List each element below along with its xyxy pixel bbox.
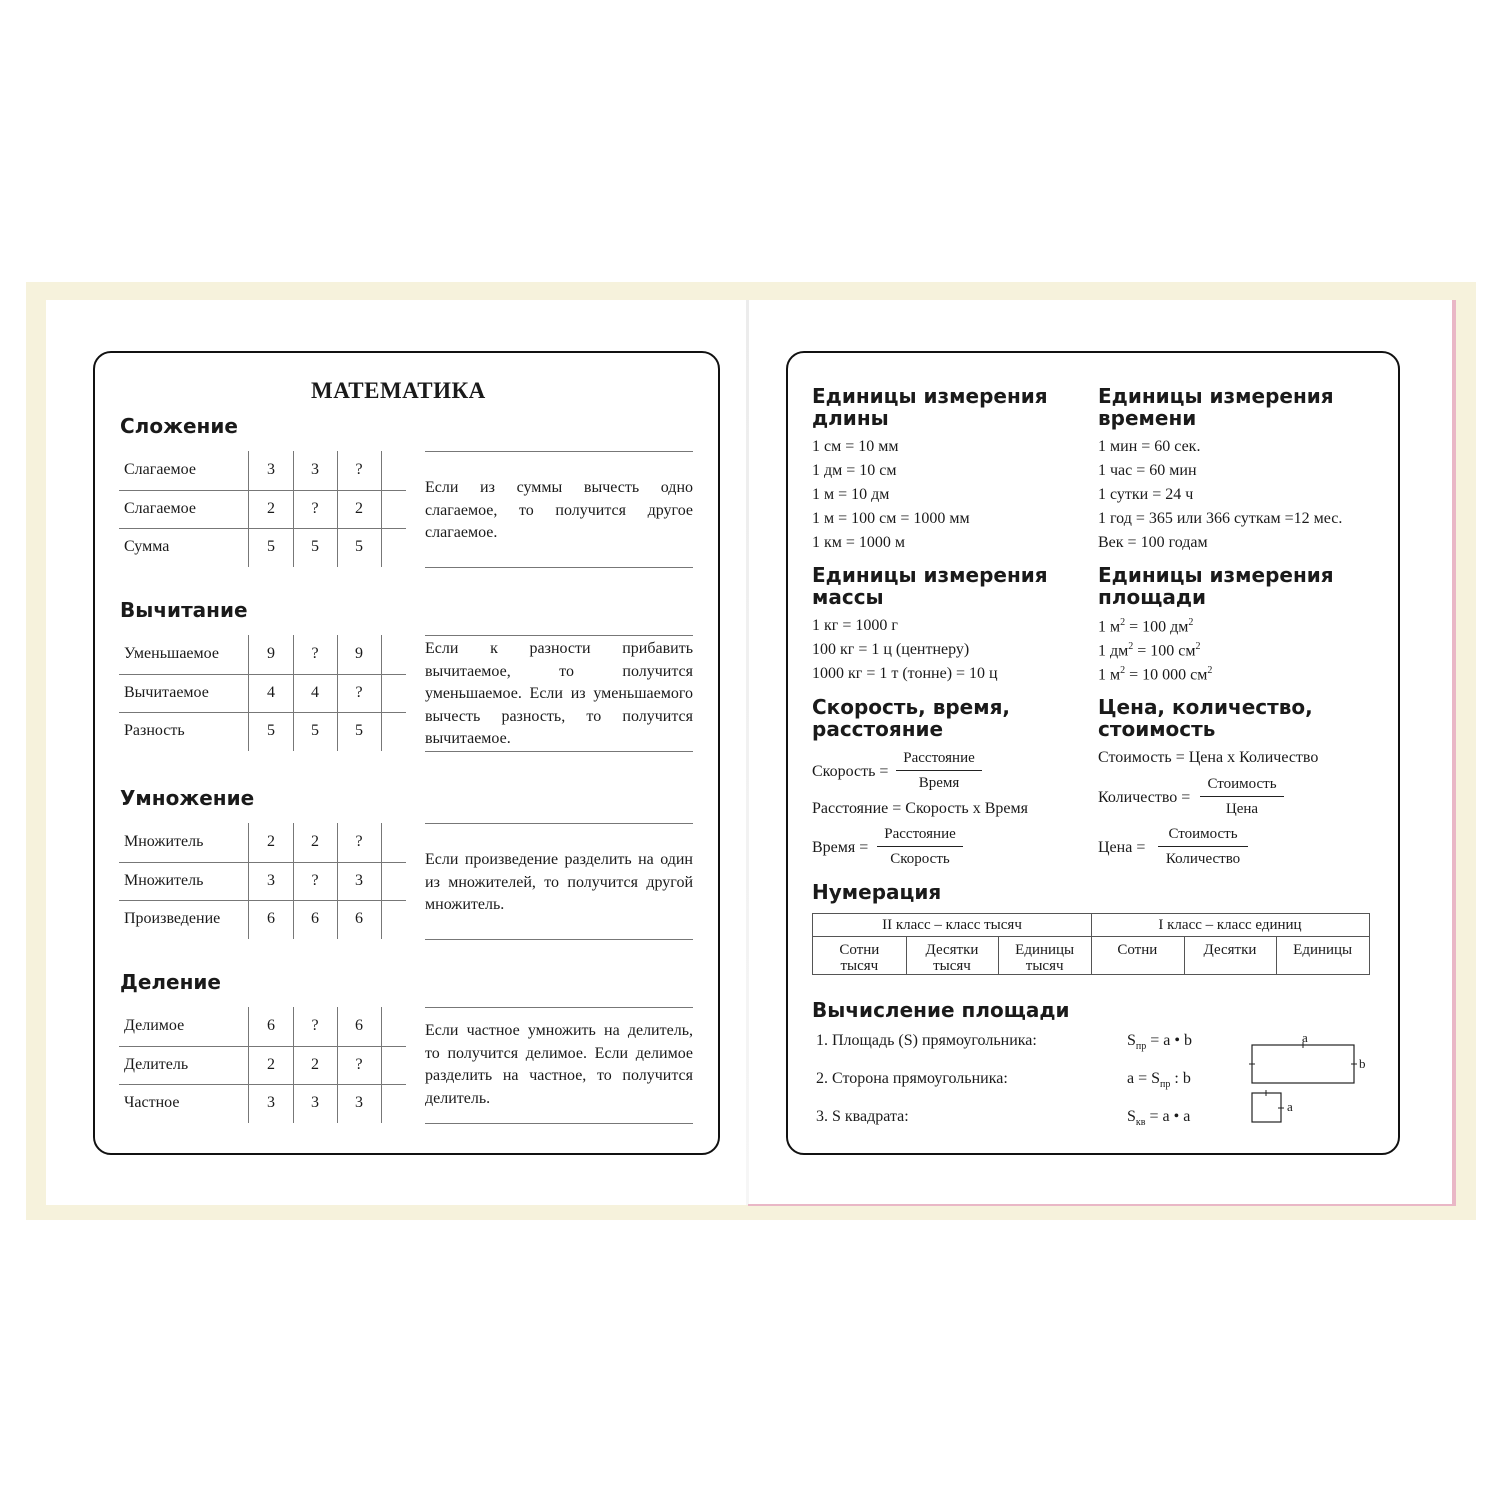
table-cell-value: ? (355, 683, 363, 701)
header-divider (813, 936, 1369, 937)
table-cell-value: 4 (267, 683, 275, 701)
table-row-label: Уменьшаемое (124, 645, 219, 662)
table-row-label: Частное (124, 1094, 180, 1112)
explanation-rule-top (425, 1007, 693, 1008)
section-heading: Умножение (120, 786, 255, 810)
table-column-divider (381, 635, 382, 751)
table-column-divider (293, 635, 294, 751)
section-heading: Деление (120, 970, 221, 994)
table-row-label: Делимое (124, 1017, 185, 1034)
unit-line: 1 см = 10 мм (812, 438, 899, 455)
explanation-rule-top (425, 635, 693, 636)
table-cell-value: 3 (355, 871, 363, 889)
mass-units-heading-line2: массы (812, 585, 884, 609)
table-cell-value: 2 (267, 833, 275, 850)
square-label-a: a (1287, 1099, 1293, 1114)
table-row-label: Сумма (124, 538, 170, 556)
time-units-heading-line2: времени (1098, 406, 1197, 430)
table-cell-value: 2 (311, 1055, 319, 1073)
area-units-heading-line1: Единицы измерения (1098, 563, 1334, 587)
table-row-label: Разность (124, 722, 185, 740)
table-row-divider (119, 900, 406, 901)
length-units-heading-line1: Единицы измерения (812, 384, 1048, 408)
price-heading-line2: стоимость (1098, 717, 1216, 741)
page-title: МАТЕМАТИКА (311, 378, 486, 403)
speed-heading-line2: расстояние (812, 717, 944, 741)
digit-column-label: Сотни (839, 942, 880, 958)
digit-column-label: Десятки (925, 942, 979, 958)
table-cell-value: 9 (267, 645, 275, 662)
table-cell-value: 5 (267, 722, 275, 740)
table-column-divider (337, 1007, 338, 1123)
quantity-formula-numerator: Стоимость (1207, 776, 1277, 792)
unit-line: 1000 кг = 1 т (тонне) = 10 ц (812, 665, 998, 682)
numeration-table (812, 913, 1370, 975)
digit-column-label: Десятки (1203, 942, 1257, 958)
area-item-3: 3. S квадрата: (816, 1108, 909, 1125)
rule-explanation: Если частное умножить на делитель, то получится делимое. Если делимое разделить на частное, то получится делитель. (425, 1022, 693, 1107)
table-cell-value: ? (355, 1055, 363, 1073)
area-calc-heading: Вычисление площади (812, 998, 1070, 1022)
square-shape (1252, 1093, 1281, 1122)
spine (746, 300, 749, 1205)
time-units-heading-line1: Единицы измерения (1098, 384, 1334, 408)
unit-line: 1 $м^2 = 100$ $дм^2$ (1098, 617, 1194, 636)
table-column-divider (337, 823, 338, 939)
unit-line: 100 кг = 1 ц (центнеру) (812, 641, 970, 658)
table-cell-value: 6 (311, 910, 319, 928)
fraction-bar (877, 846, 963, 847)
rule-explanation: Если произведение разделить на один из множителей, то получится другой множитель. (425, 851, 693, 913)
explanation-rule-bottom (425, 1123, 693, 1124)
table-cell-value: 2 (311, 833, 319, 850)
table-cell-value: 5 (311, 538, 319, 556)
digit-column-label: Сотни (1117, 942, 1158, 958)
table-cell-value: 3 (267, 1094, 275, 1112)
unit-line: 1 $дм^2 = 100$ $см^2$ (1098, 641, 1201, 660)
unit-line: 1 кг = 1000 г (812, 617, 898, 634)
speed-formula-left: Скорость = (812, 763, 889, 780)
table-cell-value: 6 (355, 1017, 363, 1034)
table-column-divider (381, 451, 382, 567)
table-cell-value: ? (355, 461, 363, 478)
numeration-heading: Нумерация (812, 880, 942, 904)
table-cell-value: 9 (355, 645, 363, 662)
table-row-label: Вычитаемое (124, 683, 209, 701)
table-cell-value: 3 (311, 461, 319, 478)
rectangle-shape (1252, 1045, 1354, 1083)
table-cell-value: 3 (267, 871, 275, 889)
area-item-2: 2. Сторона прямоугольника: (816, 1070, 1008, 1087)
length-units-heading-line2: длины (812, 406, 889, 430)
rule-explanation: Если из суммы вычесть одно слагаемое, то получится другое слагаемое. (425, 479, 693, 541)
price-heading-line1: Цена, количество, (1098, 695, 1313, 719)
table-cell-value: ? (311, 871, 319, 889)
table-column-divider (293, 823, 294, 939)
table-column-divider (248, 1007, 249, 1123)
table-column-divider (248, 451, 249, 567)
unit-line: 1 $м^2 = 10$ 000 $см^2$ (1098, 665, 1213, 684)
quantity-formula-denominator: Цена (1225, 801, 1259, 817)
digit-column-sublabel: тысяч (933, 958, 971, 974)
cover-edge (748, 1204, 1456, 1206)
table-cell-value: ? (311, 1017, 319, 1034)
table-column-divider (248, 635, 249, 751)
price-formula-denominator: Количество (1165, 851, 1241, 867)
time-formula-numerator: Расстояние (884, 826, 956, 842)
unit-line: Век = 100 годам (1098, 534, 1208, 551)
table-row-divider (119, 528, 406, 529)
rect-label-a: a (1302, 1030, 1308, 1045)
class-units-header: I класс – класс единиц (1158, 917, 1302, 933)
unit-line: 1 сутки = 24 ч (1098, 486, 1194, 503)
table-column-divider (337, 635, 338, 751)
fraction-bar (1200, 796, 1284, 797)
table-row-label: Множитель (124, 871, 204, 889)
unit-line: 1 м = 100 см = 1000 мм (812, 510, 970, 527)
unit-line: 1 дм = 10 см (812, 462, 897, 479)
table-cell-value: 6 (355, 910, 363, 928)
rect-side-formula: $a = S_{пр}$ : b (1127, 1070, 1191, 1091)
table-row-label: Множитель (124, 833, 204, 850)
table-cell-value: 2 (267, 1055, 275, 1073)
rect-area-formula: $S_{пр} = a$ • b (1127, 1032, 1192, 1053)
table-cell-value: 5 (267, 538, 275, 556)
price-formula-left: Цена = (1098, 839, 1146, 856)
cost-formula: Стоимость = Цена х Количество (1098, 749, 1319, 766)
quantity-formula-left: Количество = (1098, 789, 1191, 806)
unit-line: 1 час = 60 мин (1098, 462, 1197, 479)
table-row-divider (119, 862, 406, 863)
price-formula-numerator: Стоимость (1168, 826, 1238, 842)
digit-column-sublabel: тысяч (840, 958, 879, 974)
rule-explanation: Если к разности прибавить вычитаемое, то получится уменьшаемое. Если из уменьшаемого вычесть разность, то получится вычитаемое. (425, 640, 693, 747)
rect-label-b: b (1359, 1056, 1366, 1071)
table-row-divider (119, 1084, 406, 1085)
table-cell-value: ? (355, 833, 363, 850)
table-column-divider (381, 1007, 382, 1123)
area-item-1: 1. Площадь (S) прямоугольника: (816, 1032, 1037, 1049)
explanation-rule-top (425, 823, 693, 824)
explanation-rule-bottom (425, 939, 693, 940)
table-cell-value: 3 (311, 1094, 319, 1112)
explanation-rule-bottom (425, 751, 693, 752)
table-row-divider (119, 674, 406, 675)
unit-line: 1 мин = 60 сек. (1098, 438, 1201, 455)
table-cell-value: 5 (311, 722, 319, 740)
table-cell-value: 6 (267, 1017, 275, 1034)
explanation-rule-top (425, 451, 693, 452)
table-row-label: Слагаемое (124, 499, 196, 517)
table-cell-value: 2 (267, 499, 275, 517)
unit-line: 1 год = 365 или 366 суткам =12 мес. (1098, 510, 1343, 527)
speed-heading-line1: Скорость, время, (812, 695, 1011, 719)
table-cell-value: 3 (267, 461, 275, 478)
speed-formula-numerator: Расстояние (903, 750, 975, 766)
digit-column-label: Единицы (1293, 942, 1353, 958)
fraction-bar (1158, 846, 1248, 847)
table-cell-value: ? (311, 645, 319, 662)
table-row-label: Произведение (124, 910, 221, 928)
distance-formula: Расстояние = Скорость х Время (812, 800, 1028, 817)
table-column-divider (381, 823, 382, 939)
section-heading: Вычитание (120, 598, 248, 622)
table-cell-value: ? (311, 499, 319, 517)
table-column-divider (293, 1007, 294, 1123)
table-row-divider (119, 1046, 406, 1047)
speed-formula-denominator: Время (918, 775, 960, 791)
square-area-formula: $S_{кв} = a$ • a (1127, 1108, 1191, 1129)
unit-line: 1 км = 1000 м (812, 534, 906, 551)
rectangle-and-square-diagram (1240, 1028, 1380, 1128)
area-units-heading-line2: площади (1098, 585, 1206, 609)
mass-units-heading-line1: Единицы измерения (812, 563, 1048, 587)
table-cell-value: 2 (355, 499, 363, 517)
table-cell-value: 5 (355, 722, 363, 740)
table-cell-value: 3 (355, 1094, 363, 1112)
table-row-divider (119, 712, 406, 713)
class-thousands-header: II класс – класс тысяч (882, 917, 1022, 933)
explanation-rule-bottom (425, 567, 693, 568)
table-cell-value: 4 (311, 683, 319, 701)
table-row-label: Делитель (124, 1055, 189, 1073)
time-formula-left: Время = (812, 839, 869, 856)
unit-line: 1 м = 10 дм (812, 486, 890, 503)
table-column-divider (248, 823, 249, 939)
table-column-divider (293, 451, 294, 567)
section-heading: Сложение (120, 414, 238, 438)
time-formula-denominator: Скорость (890, 851, 950, 867)
table-row-divider (119, 490, 406, 491)
digit-column-sublabel: тысяч (1025, 958, 1064, 974)
fraction-bar (896, 770, 982, 771)
table-column-divider (337, 451, 338, 567)
table-cell-value: 5 (355, 538, 363, 556)
table-cell-value: 6 (267, 910, 275, 928)
digit-column-label: Единицы (1015, 942, 1075, 958)
table-row-label: Слагаемое (124, 461, 196, 478)
